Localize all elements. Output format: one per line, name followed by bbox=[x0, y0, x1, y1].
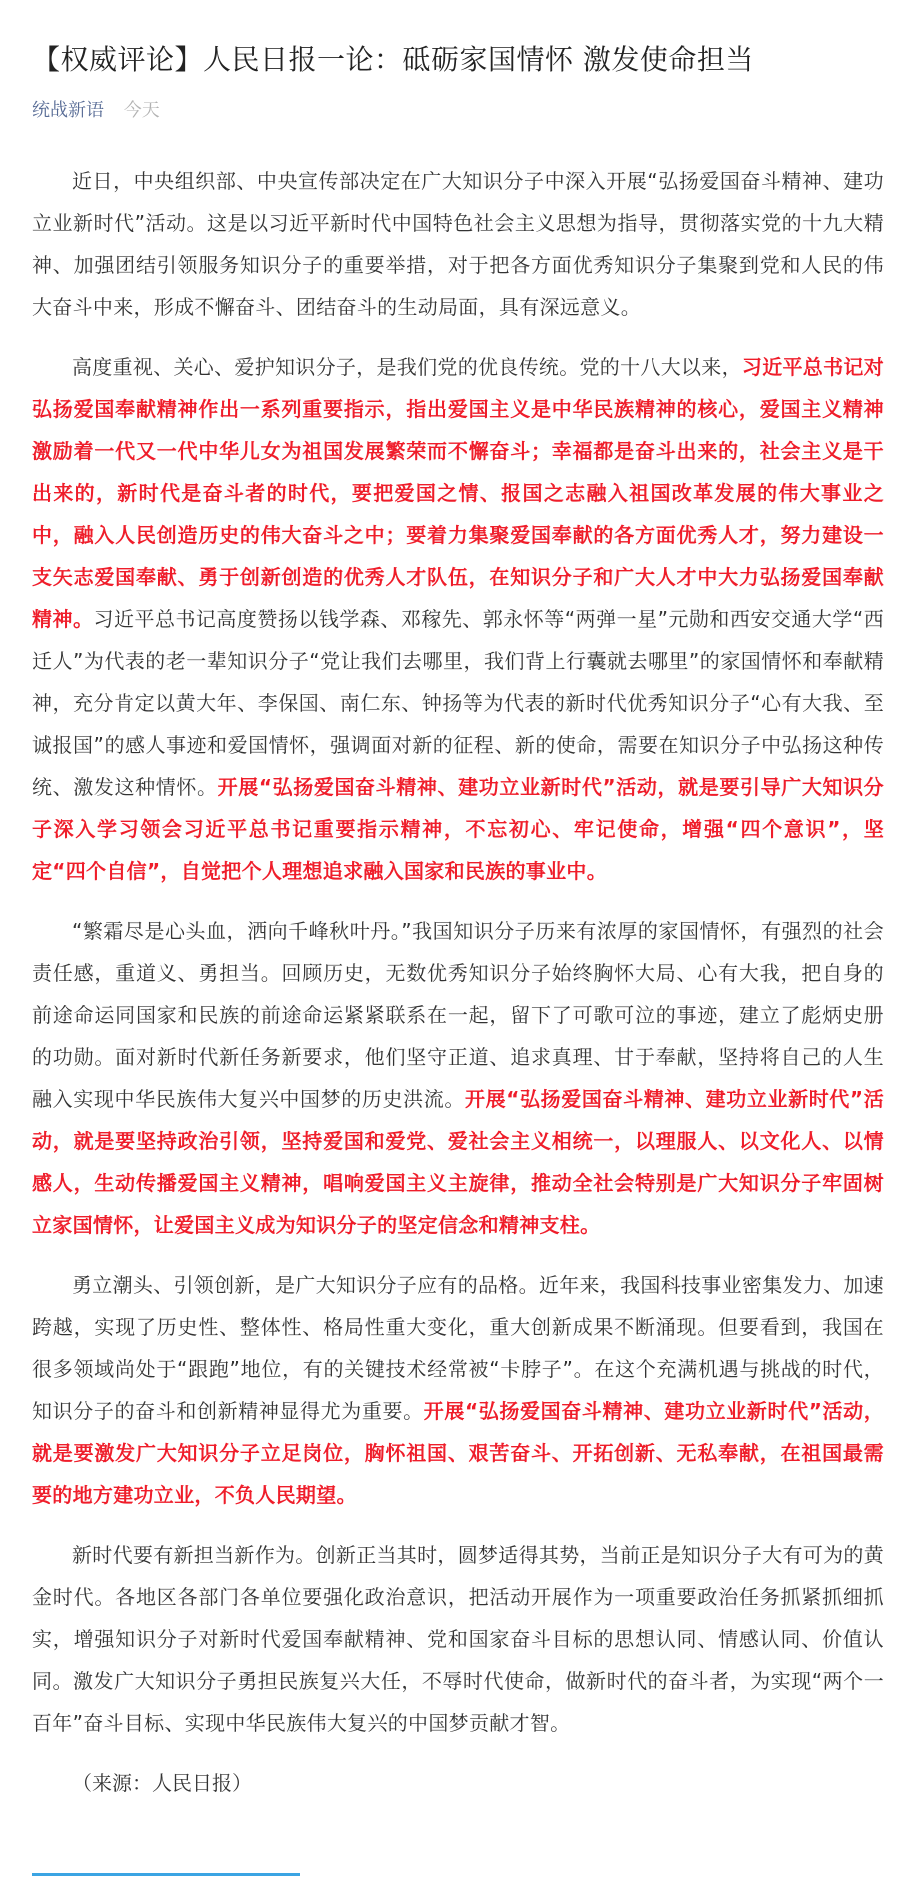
paragraph-4 bbox=[32, 1264, 884, 1516]
paragraph-2 bbox=[32, 346, 884, 892]
article-meta bbox=[32, 98, 884, 124]
paragraph-text: 近日，中央组织部、中央宣传部决定在广大知识分子中深入开展“弘扬爱国奋斗精神、建功立业新时代”活动。这是以习近平新时代中国特色社会主义思想为指导，贯彻落实党的十九大精神、加强团结引领服务知识分子的重要举措，对于把各方面优秀知识分子集聚到党和人民的伟大奋斗中来，形成不懈奋斗、团结奋斗的生动局面，具有深远意义。 bbox=[32, 169, 884, 319]
highlighted-text: 开展“弘扬爱国奋斗精神、建功立业新时代”活动，就是要引导广大知识分子深入学习领会习近平总书记重要指示精神，不忘初心、牢记使命，增强“四个意识”，坚定“四个自信”，自觉把个人理想追求融入国家和民族的事业中。 bbox=[32, 775, 884, 883]
publish-date: 今天 bbox=[123, 100, 160, 121]
paragraph-5 bbox=[32, 1534, 884, 1744]
highlighted-text: 开展“弘扬爱国奋斗精神、建功立业新时代”活动，就是要激发广大知识分子立足岗位，胸怀祖国、艰苦奋斗、开拓创新、无私奉献，在祖国最需要的地方建功立业，不负人民期望。 bbox=[32, 1399, 884, 1507]
article-source: （来源：人民日报） bbox=[72, 1771, 252, 1795]
highlighted-text: 习近平总书记对弘扬爱国奉献精神作出一系列重要指示，指出爱国主义是中华民族精神的核心，爱国主义精神激励着一代又一代中华儿女为祖国发展繁荣而不懈奋斗；幸福都是奋斗出来的，社会主义是干出来的，新时代是奋斗者的时代，要把爱国之情、报国之志融入祖国改革发展的伟大事业之中，融入人民创造历史的伟大奋斗之中；要着力集聚爱国奉献的各方面优秀人才，努力建设一支矢志爱国奉献、勇于创新创造的优秀人才队伍，在知识分子和广大人才中大力弘扬爱国奉献精神。 bbox=[32, 355, 885, 631]
paragraph-3 bbox=[32, 910, 884, 1246]
highlighted-text: 开展“弘扬爱国奋斗精神、建功立业新时代”活动，就是要坚持政治引领，坚持爱国和爱党、爱社会主义相统一，以理服人、以文化人、以情感人，生动传播爱国主义精神，唱响爱国主义主旋律，推动全社会特别是广大知识分子牢固树立家国情怀，让爱国主义成为知识分子的坚定信念和精神支柱。 bbox=[32, 1087, 884, 1237]
paragraph-1 bbox=[32, 160, 884, 328]
article-title: 【权威评论】人民日报一论：砥砺家国情怀 激发使命担当 bbox=[32, 43, 754, 76]
account-name-link[interactable]: 统战新语 bbox=[32, 100, 104, 121]
bottom-divider bbox=[32, 1873, 300, 1876]
paragraph-text: 勇立潮头、引领创新，是广大知识分子应有的品格。近年来，我国科技事业密集发力、加速跨越，实现了历史性、整体性、格局性重大变化，重大创新成果不断涌现。但要看到，我国在很多领域尚处于“跟跑”地位，有的关键技术经常被“卡脖子”。在这个充满机遇与挑战的时代，知识分子的奋斗和创新精神显得尤为重要。 bbox=[32, 1273, 884, 1423]
paragraph-text: “繁霜尽是心头血，洒向千峰秋叶丹。”我国知识分子历来有浓厚的家国情怀，有强烈的社会责任感，重道义、勇担当。回顾历史，无数优秀知识分子始终胸怀大局、心有大我，把自身的前途命运同国家和民族的前途命运紧紧联系在一起，留下了可歌可泣的事迹，建立了彪炳史册的功勋。面对新时代新任务新要求，他们坚守正道、追求真理、甘于奉献，坚持将自己的人生融入实现中华民族伟大复兴中国梦的历史洪流。 bbox=[32, 919, 884, 1111]
paragraph-text: 高度重视、关心、爱护知识分子，是我们党的优良传统。党的十八大以来， bbox=[72, 355, 742, 379]
article-body bbox=[32, 160, 884, 1804]
paragraph-text: 新时代要有新担当新作为。创新正当其时，圆梦适得其势，当前正是知识分子大有可为的黄金时代。各地区各部门各单位要强化政治意识，把活动开展作为一项重要政治任务抓紧抓细抓实，增强知识分子对新时代爱国奉献精神、党和国家奋斗目标的思想认同、情感认同、价值认同。激发广大知识分子勇担民族复兴大任，不辱时代使命，做新时代的奋斗者，为实现“两个一百年”奋斗目标、实现中华民族伟大复兴的中国梦贡献才智。 bbox=[32, 1543, 884, 1735]
paragraph-text: 习近平总书记高度赞扬以钱学森、邓稼先、郭永怀等“两弹一星”元勋和西安交通大学“西迁人”为代表的老一辈知识分子“党让我们去哪里，我们背上行囊就去哪里”的家国情怀和奉献精神，充分肯定以黄大年、李保国、南仁东、钟扬等为代表的新时代优秀知识分子“心有大我、至诚报国”的感人事迹和爱国情怀，强调面对新的征程、新的使命，需要在知识分子中弘扬这种传统、激发这种情怀。 bbox=[32, 607, 884, 799]
